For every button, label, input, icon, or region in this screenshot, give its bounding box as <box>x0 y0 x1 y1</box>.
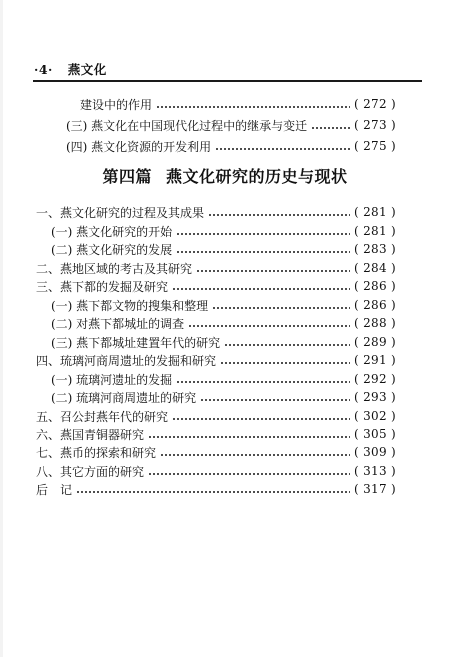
leader-dots <box>224 344 350 346</box>
part-number: 第四篇 <box>102 167 152 186</box>
toc-entry <box>0 462 450 480</box>
toc-entry-page: ( 302 ) <box>354 409 396 423</box>
toc-entry-label: 七、燕币的探索和研究 <box>36 445 157 460</box>
toc-entry-page: ( 288 ) <box>354 316 396 330</box>
toc-entry <box>0 203 450 221</box>
leader-dots <box>215 148 350 150</box>
leader-dots <box>200 399 350 401</box>
leader-dots <box>220 362 350 364</box>
toc-entry <box>0 388 450 406</box>
toc-entry <box>0 425 450 443</box>
toc-entry-page: ( 309 ) <box>354 445 396 459</box>
toc-entry-label: (三) 燕文化在中国现代化过程中的继承与变迁 <box>66 118 308 133</box>
leader-dots <box>208 214 350 216</box>
toc-entry-page: ( 291 ) <box>354 353 396 367</box>
leader-dots <box>176 251 350 253</box>
toc-entry-label: (二) 燕文化研究的发展 <box>51 242 173 257</box>
leader-dots <box>176 233 350 235</box>
toc-entry <box>0 407 450 425</box>
toc-entry-label: 三、燕下都的发掘及研究 <box>36 279 169 294</box>
toc-entry <box>0 137 450 155</box>
toc-entry <box>0 222 450 240</box>
toc-entry-page: ( 275 ) <box>354 139 396 153</box>
toc-entry-label: 后 记 <box>36 482 73 497</box>
toc-entry <box>0 351 450 369</box>
toc-entry <box>0 296 450 314</box>
header-rule <box>33 80 422 82</box>
leader-dots <box>160 454 350 456</box>
leader-dots <box>212 307 350 309</box>
toc-entry-page: ( 286 ) <box>354 279 396 293</box>
toc-entry-label: 四、琉璃河商周遗址的发掘和研究 <box>36 353 217 368</box>
toc-entry-label: (二) 对燕下都城址的调查 <box>51 316 185 331</box>
leader-dots <box>188 325 350 327</box>
section-title <box>0 164 450 187</box>
toc-entry-page: ( 273 ) <box>354 118 396 132</box>
toc-entry-label: 六、燕国青铜器研究 <box>36 427 145 442</box>
running-title: 燕文化 <box>67 62 107 77</box>
toc-entry-page: ( 292 ) <box>354 372 396 386</box>
toc-entry-label: 五、召公封燕年代的研究 <box>36 409 169 424</box>
toc-entry <box>0 443 450 461</box>
toc-entry-page: ( 313 ) <box>354 464 396 478</box>
leader-dots <box>176 381 350 383</box>
toc-entry <box>0 259 450 277</box>
toc-entry <box>0 95 450 113</box>
toc-entry <box>0 116 450 134</box>
toc-entry-label: (一) 燕文化研究的开始 <box>51 224 173 239</box>
toc-entry-label: (一) 琉璃河遗址的发掘 <box>51 372 173 387</box>
toc-entry-label: 二、燕地区域的考古及其研究 <box>36 261 193 276</box>
toc-entry-page: ( 305 ) <box>354 427 396 441</box>
toc-entry <box>0 333 450 351</box>
toc-entry-page: ( 286 ) <box>354 298 396 312</box>
toc-entry-page: ( 283 ) <box>354 242 396 256</box>
leader-dots <box>148 436 350 438</box>
toc-entry <box>0 240 450 258</box>
page-number: ·4· <box>34 62 53 77</box>
toc-entry-page: ( 272 ) <box>354 97 396 111</box>
toc-entry-label: 建设中的作用 <box>80 97 153 112</box>
toc-entry-label: 八、其它方面的研究 <box>36 464 145 479</box>
toc-entry-label: (三) 燕下都城址建置年代的研究 <box>51 335 221 350</box>
toc-entry-page: ( 284 ) <box>354 261 396 275</box>
toc-entry <box>0 314 450 332</box>
leader-dots <box>76 491 350 493</box>
toc-entry-label: (一) 燕下都文物的搜集和整理 <box>51 298 209 313</box>
page-header <box>34 60 107 78</box>
toc-entry-page: ( 289 ) <box>354 335 396 349</box>
leader-dots <box>172 418 350 420</box>
toc-entry-page: ( 281 ) <box>354 205 396 219</box>
toc-entry-label: 一、燕文化研究的过程及其成果 <box>36 205 205 220</box>
leader-dots <box>196 270 350 272</box>
toc-entry-page: ( 281 ) <box>354 224 396 238</box>
toc-entry <box>0 480 450 498</box>
leader-dots <box>148 473 350 475</box>
toc-entry-page: ( 317 ) <box>354 482 396 496</box>
leader-dots <box>311 127 350 129</box>
toc-entry-label: (二) 琉璃河商周遗址的研究 <box>51 390 197 405</box>
part-name: 燕文化研究的历史与现状 <box>166 167 348 186</box>
leader-dots <box>172 288 350 290</box>
toc-entry <box>0 370 450 388</box>
toc-entry-page: ( 293 ) <box>354 390 396 404</box>
toc-entry <box>0 277 450 295</box>
toc-entry-label: (四) 燕文化资源的开发利用 <box>66 139 212 154</box>
leader-dots <box>156 106 350 108</box>
